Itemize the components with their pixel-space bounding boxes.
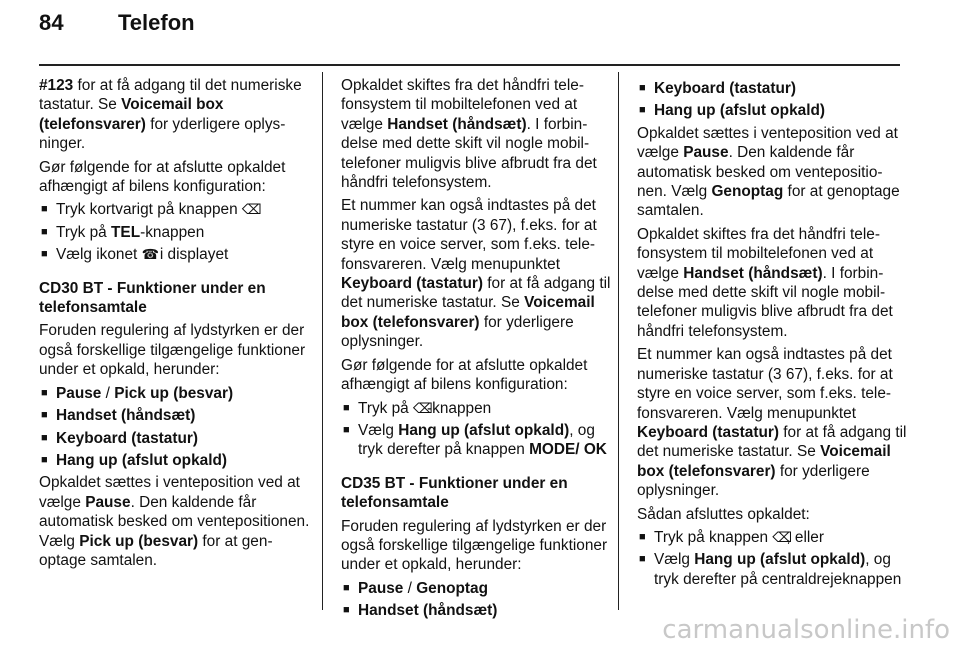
column-3 <box>637 76 907 592</box>
paragraph: Sådan afsluttes opkaldet: <box>637 505 810 523</box>
phone-hangup-icon: ⌫ <box>772 528 793 545</box>
list-item: ■ Keyboard (tastatur) <box>39 429 311 448</box>
phone-hangup-icon: ⌫ <box>241 201 262 218</box>
list-item: ■ Tryk på knappen ⌫, eller <box>637 528 907 547</box>
column-divider-2 <box>618 72 619 610</box>
paragraph: Foruden regulering af lydstyrken er der også forskellige tilgængelige funktioner under et opkald, herunder: <box>39 322 306 379</box>
watermark: carmanualsonline.info <box>662 614 950 645</box>
list-item: ■ Vælg Hang up (afslut opkald), og tryk derefter på knappen MODE/ OK <box>341 421 613 460</box>
list-item: ■ Pause / Pick up (besvar) <box>39 384 311 403</box>
paragraph: Et nummer kan også indtastes på det numeriske tastatur (3 67), f.eks. for at styre en voice server, som f.eks. telefonsvareren. Vælg menupunktet Keyboard (tastatur) for at få adgang til det numeriske tastatur. Se Voicemail box (telefonsvarer) for yderligere oplysninger. <box>341 197 611 351</box>
paragraph: Opkaldet sættes i venteposition ved at vælge Pause. Den kaldende får automatisk besked om ventepositionen. Vælg Pick up (besvar) for at genoptage samtalen. <box>39 474 310 569</box>
section-heading: CD30 BT - Funktioner under en telefonsamtale <box>39 279 266 317</box>
list-item: ■ Handset (håndsæt) <box>341 601 613 620</box>
column-divider-1 <box>322 72 323 610</box>
phone-hangup-icon: ⌫ <box>413 399 433 416</box>
page-number: 84 <box>39 10 64 35</box>
page-reference: 3 67 <box>477 216 507 234</box>
header-rule <box>39 64 900 66</box>
list-item: ■ Vælg ikonet ☎ i displayet <box>39 245 311 264</box>
paragraph: Gør følgende for at afslutte opkaldet afhængigt af bilens konfiguration: <box>341 356 588 394</box>
paragraph: Opkaldet skiftes fra det håndfri telefonsystem til mobiltelefonen ved at vælge Handset (håndsæt). I forbindelse med dette skift vil nogle mobiltelefoner muligvis blive afbrudt fra det håndfri telefonsystem. <box>637 225 893 340</box>
list-item: ■ Keyboard (tastatur) <box>637 79 907 98</box>
list-item: ■ Tryk kortvarigt på knappen ⌫ <box>39 200 311 219</box>
list-item: ■ Pause / Genoptag <box>341 579 613 598</box>
list-item: ■ Hang up (afslut opkald) <box>637 101 907 120</box>
paragraph: Opkaldet sættes i venteposition ved at vælge Pause. Den kaldende får automatisk besked om ventepositionen. Vælg Genoptag for at genoptage samtalen. <box>637 124 900 220</box>
list-item: ■ Handset (håndsæt) <box>39 406 311 425</box>
code-text: #123 <box>39 77 74 94</box>
column-1 <box>39 76 311 574</box>
paragraph: Gør følgende for at afslutte opkaldet afhængigt af bilens konfiguration: <box>39 158 286 196</box>
list-item: ■ Tryk på TEL-knappen <box>39 223 311 242</box>
paragraph: Foruden regulering af lydstyrken er der også forskellige tilgængelige funktioner under et opkald, herunder: <box>341 517 608 574</box>
column-2 <box>341 76 613 624</box>
paragraph: Et nummer kan også indtastes på det numeriske tastatur (3 67), f.eks. for at styre en voice server, som f.eks. telefonsvareren. Vælg menupunktet Keyboard (tastatur) for at få adgang til det numeriske tastatur. Se Voicemail box (telefonsvarer) for yderligere oplysninger. <box>637 346 907 500</box>
list-item: ■ Tryk på ⌫-knappen <box>341 399 613 418</box>
page-title: Telefon <box>118 10 195 35</box>
paragraph: #123 for at få adgang til det numeriske tastatur. Se Voicemail box (telefonsvarer) for yderligere oplysninger. <box>39 77 302 153</box>
list-item: ■ Vælg Hang up (afslut opkald), og tryk derefter på centraldrejeknappen <box>637 550 907 589</box>
page-reference: 3 67 <box>773 365 803 383</box>
link-voicemail: Voicemail box (telefonsvarer) <box>39 96 224 133</box>
section-heading: CD35 BT - Funktioner under en telefonsamtale <box>341 474 568 512</box>
list-item: ■ Hang up (afslut opkald) <box>39 451 311 470</box>
paragraph: Opkaldet skiftes fra det håndfri telefonsystem til mobiltelefonen ved at vælge Handset (håndsæt). I forbindelse med dette skift vil nogle mobiltelefoner muligvis blive afbrudt fra det håndfri telefonsystem. <box>341 77 597 192</box>
phone-icon: ☎ <box>141 246 160 263</box>
